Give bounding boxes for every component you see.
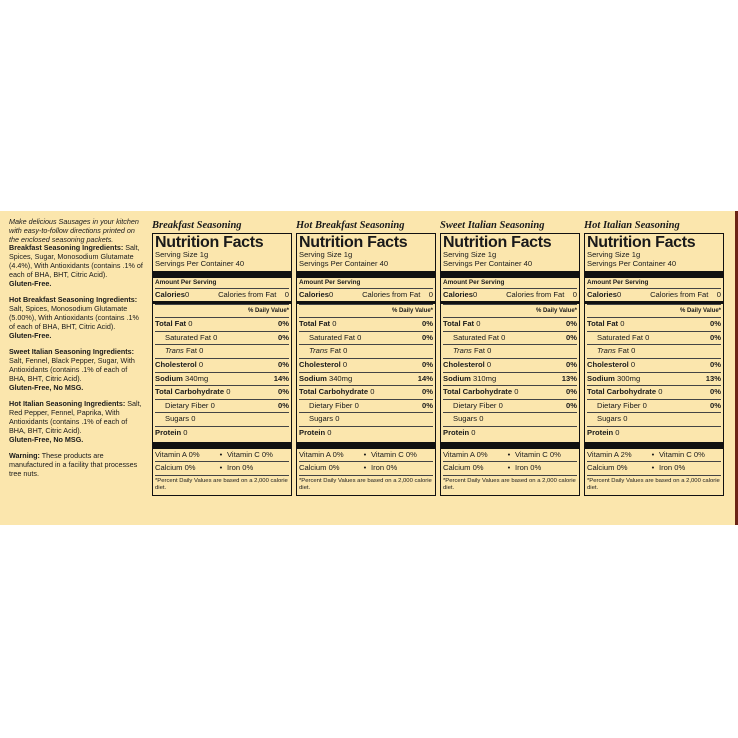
trans-label: Trans	[165, 346, 184, 356]
sodium-dv: 14%	[417, 373, 433, 383]
sat-fat-label: Saturated Fat	[597, 332, 644, 342]
protein-row	[587, 426, 721, 440]
sodium-dv: 13%	[561, 373, 577, 383]
calories-value: 0	[184, 289, 190, 299]
thick-rule	[585, 271, 723, 278]
trans-fat-suffix: Fat	[185, 346, 197, 356]
trans-fat-row	[299, 344, 433, 358]
sat-fat-label: Saturated Fat	[453, 332, 500, 342]
fiber-value: 0	[210, 400, 215, 410]
protein-row	[443, 426, 577, 440]
carb-dv: 0%	[422, 387, 433, 397]
carb-dv: 0%	[566, 387, 577, 397]
ingredients-text: Salt, Fennel, Black Pepper, Sugar, With Antioxidants (contains .1% of each of BHA, BHT, Citric Acid).	[9, 356, 135, 383]
sodium-row	[443, 372, 577, 386]
thick-rule	[153, 442, 291, 449]
cholesterol-label: Cholesterol	[443, 359, 485, 369]
trans-fat-value: 0	[343, 346, 348, 356]
ingredients-title: Hot Breakfast Seasoning Ingredients:	[9, 295, 138, 305]
iron-label: Iron	[515, 463, 529, 473]
sodium-dv: 14%	[273, 373, 289, 383]
nutrition-facts-box	[440, 233, 580, 496]
sugars-value: 0	[191, 414, 196, 424]
label-breakfast	[152, 220, 292, 496]
ingredients-hot-breakfast	[9, 296, 143, 340]
total-fat-value: 0	[620, 319, 625, 329]
total-fat-row	[587, 317, 721, 331]
mineral-row	[587, 461, 721, 475]
fiber-label: Dietary Fiber	[453, 400, 497, 410]
vit-c-value: 0%	[693, 449, 705, 459]
sat-fat-value: 0	[213, 332, 218, 342]
thick-rule	[297, 442, 435, 449]
bullet: •	[651, 449, 655, 459]
sodium-row	[155, 372, 289, 386]
sat-fat-dv: 0%	[422, 332, 433, 342]
sugars-row	[299, 412, 433, 426]
sodium-dv: 13%	[705, 373, 721, 383]
cholesterol-dv: 0%	[710, 359, 721, 369]
servings-per-container: Servings Per Container 40	[443, 258, 533, 268]
sat-fat-label: Saturated Fat	[165, 332, 212, 342]
fiber-label: Dietary Fiber	[309, 400, 353, 410]
sodium-value: 340mg	[328, 373, 353, 383]
ingredients-note: Gluten-Free.	[9, 278, 52, 288]
serving-size: Serving Size 1g	[587, 250, 641, 259]
carb-label: Total Carbohydrate	[443, 387, 513, 397]
trans-label: Trans	[309, 346, 328, 356]
serving-size: Serving Size 1g	[443, 250, 497, 259]
calcium-value: 0%	[328, 463, 340, 473]
ingredients-text: Salt, Spices, Monosodium Glutamate (5.00%), With Antioxidants (contains .1% of each of BHA, BHT, Citric Acid).	[9, 304, 139, 331]
total-fat-row	[155, 317, 289, 331]
label-hot-breakfast	[296, 220, 436, 496]
mineral-row	[443, 461, 577, 475]
mineral-row	[299, 461, 433, 475]
sugars-label: Sugars	[165, 414, 190, 424]
iron-value: 0%	[386, 463, 398, 473]
total-fat-value: 0	[332, 319, 337, 329]
cholesterol-row	[443, 358, 577, 372]
daily-value-header: % Daily Value*	[443, 304, 577, 317]
protein-value: 0	[183, 427, 188, 437]
bullet: •	[219, 449, 223, 459]
fiber-value: 0	[354, 400, 359, 410]
daily-value-header: % Daily Value*	[155, 304, 289, 317]
calories-label: Calories	[299, 289, 329, 299]
carb-value: 0	[514, 387, 519, 397]
sugars-row	[155, 412, 289, 426]
iron-value: 0%	[674, 463, 686, 473]
carb-value: 0	[226, 387, 231, 397]
calories-fat-label: Calories from Fat	[362, 289, 421, 299]
carb-label: Total Carbohydrate	[155, 387, 225, 397]
ingredients-title: Breakfast Seasoning Ingredients:	[9, 243, 124, 253]
total-fat-dv: 0%	[566, 319, 577, 329]
iron-label: Iron	[659, 463, 673, 473]
total-fat-label: Total Fat	[443, 319, 475, 329]
cholesterol-dv: 0%	[566, 359, 577, 369]
serving-size: Serving Size 1g	[299, 250, 353, 259]
carb-value: 0	[658, 387, 663, 397]
warning-title: Warning:	[9, 451, 40, 461]
cholesterol-value: 0	[198, 359, 204, 369]
ingredients-hot-italian	[9, 400, 143, 444]
fiber-row	[155, 399, 289, 413]
label-heading: Breakfast Seasoning	[152, 220, 242, 231]
calcium-value: 0%	[184, 463, 196, 473]
fiber-dv: 0%	[422, 400, 433, 410]
sugars-label: Sugars	[453, 414, 478, 424]
vit-c-value: 0%	[405, 449, 417, 459]
warning-text: These products are manufactured in a facility that processes tree nuts.	[9, 451, 138, 478]
vit-c-value: 0%	[261, 449, 273, 459]
label-hot-italian	[584, 220, 724, 496]
intro-text: Make delicious Sausages in your kitchen with easy-to-follow directions printed on the enclosed seasoning packets.	[9, 217, 139, 244]
sodium-row	[299, 372, 433, 386]
calories-fat-label: Calories from Fat	[650, 289, 709, 299]
sugars-value: 0	[479, 414, 484, 424]
trans-label: Trans	[597, 346, 616, 356]
sodium-value: 310mg	[472, 373, 497, 383]
iron-label: Iron	[371, 463, 385, 473]
amount-per-serving: Amount Per Serving	[155, 278, 217, 286]
trans-fat-suffix: Fat	[329, 346, 341, 356]
label-heading: Hot Breakfast Seasoning	[296, 220, 405, 231]
sat-fat-value: 0	[645, 332, 650, 342]
bullet: •	[363, 449, 367, 459]
warning	[9, 452, 143, 478]
total-fat-label: Total Fat	[587, 319, 619, 329]
sat-fat-value: 0	[501, 332, 506, 342]
sugars-label: Sugars	[309, 414, 334, 424]
calories-fat-label: Calories from Fat	[218, 289, 277, 299]
sat-fat-value: 0	[357, 332, 362, 342]
vitamin-row	[299, 449, 433, 462]
total-fat-dv: 0%	[422, 319, 433, 329]
label-heading: Sweet Italian Seasoning	[440, 220, 545, 231]
sodium-label: Sodium	[299, 373, 327, 383]
sodium-row	[587, 372, 721, 386]
protein-value: 0	[327, 427, 332, 437]
vit-a-value: 0%	[188, 449, 200, 459]
fiber-row	[443, 399, 577, 413]
cholesterol-row	[155, 358, 289, 372]
vit-a-value: 0%	[476, 449, 488, 459]
calcium-label: Calcium	[155, 463, 183, 473]
label-heading: Hot Italian Seasoning	[584, 220, 680, 231]
vit-c-label: Vitamin C	[227, 449, 260, 459]
mineral-row	[155, 461, 289, 475]
thick-rule	[441, 442, 579, 449]
servings-per-container: Servings Per Container 40	[155, 258, 245, 268]
fiber-label: Dietary Fiber	[597, 400, 641, 410]
bullet: •	[219, 463, 223, 473]
sodium-label: Sodium	[587, 373, 615, 383]
thick-rule	[585, 442, 723, 449]
calories-fat-value: 0	[428, 289, 433, 299]
carb-row	[587, 385, 721, 399]
carb-row	[155, 385, 289, 399]
carb-label: Total Carbohydrate	[587, 387, 657, 397]
trans-fat-row	[587, 344, 721, 358]
fiber-dv: 0%	[566, 400, 577, 410]
trans-fat-value: 0	[631, 346, 636, 356]
nutrition-facts-box	[296, 233, 436, 496]
ingredients-note: Gluten-Free, No MSG.	[9, 382, 84, 392]
servings-per-container: Servings Per Container 40	[587, 258, 677, 268]
calories-row	[443, 288, 577, 302]
calories-fat-label: Calories from Fat	[506, 289, 565, 299]
amount-per-serving: Amount Per Serving	[587, 278, 649, 286]
nutrition-facts-box	[584, 233, 724, 496]
ingredients-breakfast	[9, 244, 143, 288]
vit-a-label: Vitamin A	[587, 449, 619, 459]
calories-row	[155, 288, 289, 302]
carb-label: Total Carbohydrate	[299, 387, 369, 397]
cholesterol-dv: 0%	[278, 359, 289, 369]
footnote: *Percent Daily Values are based on a 2,000 calorie diet.	[299, 475, 433, 492]
cholesterol-dv: 0%	[422, 359, 433, 369]
bullet: •	[651, 463, 655, 473]
nutrition-facts-box	[152, 233, 292, 496]
sat-fat-label: Saturated Fat	[309, 332, 356, 342]
vit-c-value: 0%	[549, 449, 561, 459]
ingredients-sweet-italian	[9, 348, 143, 392]
thick-rule	[441, 271, 579, 278]
sugars-value: 0	[623, 414, 628, 424]
ingredients-note: Gluten-Free, No MSG.	[9, 434, 84, 444]
total-fat-dv: 0%	[278, 319, 289, 329]
nutrition-facts-title: Nutrition Facts	[587, 234, 696, 251]
iron-label: Iron	[227, 463, 241, 473]
bullet: •	[507, 463, 511, 473]
sat-fat-row	[299, 331, 433, 345]
vit-c-label: Vitamin C	[371, 449, 404, 459]
protein-label: Protein	[155, 427, 182, 437]
total-fat-label: Total Fat	[299, 319, 331, 329]
daily-value-header: % Daily Value*	[587, 304, 721, 317]
nutrition-facts-title: Nutrition Facts	[299, 234, 408, 251]
sat-fat-dv: 0%	[278, 332, 289, 342]
sodium-label: Sodium	[443, 373, 471, 383]
calcium-value: 0%	[472, 463, 484, 473]
bullet: •	[507, 449, 511, 459]
fiber-value: 0	[498, 400, 503, 410]
carb-value: 0	[370, 387, 375, 397]
trans-fat-value: 0	[199, 346, 204, 356]
sugars-row	[443, 412, 577, 426]
protein-row	[155, 426, 289, 440]
protein-value: 0	[615, 427, 620, 437]
calories-label: Calories	[443, 289, 473, 299]
ingredients-title: Sweet Italian Seasoning Ingredients:	[9, 347, 135, 357]
fiber-dv: 0%	[710, 400, 721, 410]
total-fat-label: Total Fat	[155, 319, 187, 329]
footnote: *Percent Daily Values are based on a 2,000 calorie diet.	[443, 475, 577, 492]
carb-dv: 0%	[278, 387, 289, 397]
sat-fat-dv: 0%	[710, 332, 721, 342]
vit-a-value: 0%	[332, 449, 344, 459]
footnote: *Percent Daily Values are based on a 2,000 calorie diet.	[587, 475, 721, 492]
sat-fat-row	[443, 331, 577, 345]
ingredients-title: Hot Italian Seasoning Ingredients:	[9, 399, 126, 409]
fiber-row	[299, 399, 433, 413]
fiber-dv: 0%	[278, 400, 289, 410]
trans-fat-value: 0	[487, 346, 492, 356]
carb-row	[443, 385, 577, 399]
cholesterol-label: Cholesterol	[155, 359, 197, 369]
nutrition-facts-title: Nutrition Facts	[443, 234, 552, 251]
ingredients-text: Salt, Red Pepper, Fennel, Paprika, With Antioxidants (contains .1% of each of BHA, BHT, Citric Acid).	[9, 399, 142, 435]
sodium-value: 300mg	[616, 373, 641, 383]
total-fat-row	[443, 317, 577, 331]
trans-fat-suffix: Fat	[617, 346, 629, 356]
cholesterol-label: Cholesterol	[299, 359, 341, 369]
calories-value: 0	[328, 289, 334, 299]
vitamin-row	[155, 449, 289, 462]
calories-row	[299, 288, 433, 302]
total-fat-value: 0	[476, 319, 481, 329]
vitamin-row	[443, 449, 577, 462]
cholesterol-row	[587, 358, 721, 372]
calories-fat-value: 0	[716, 289, 721, 299]
calories-label: Calories	[587, 289, 617, 299]
thick-rule	[297, 271, 435, 278]
calories-fat-value: 0	[284, 289, 289, 299]
servings-per-container: Servings Per Container 40	[299, 258, 389, 268]
sugars-label: Sugars	[597, 414, 622, 424]
calories-fat-value: 0	[572, 289, 577, 299]
ingredients-column	[9, 218, 143, 479]
cholesterol-label: Cholesterol	[587, 359, 629, 369]
sugars-row	[587, 412, 721, 426]
calcium-value: 0%	[616, 463, 628, 473]
thick-rule	[153, 271, 291, 278]
vit-a-value: 2%	[620, 449, 632, 459]
protein-row	[299, 426, 433, 440]
iron-value: 0%	[530, 463, 542, 473]
carb-row	[299, 385, 433, 399]
serving-size: Serving Size 1g	[155, 250, 209, 259]
cholesterol-value: 0	[486, 359, 492, 369]
vit-c-label: Vitamin C	[515, 449, 548, 459]
calcium-label: Calcium	[587, 463, 615, 473]
nutrition-facts-title: Nutrition Facts	[155, 234, 264, 251]
cholesterol-value: 0	[630, 359, 636, 369]
calories-value: 0	[616, 289, 622, 299]
total-fat-dv: 0%	[710, 319, 721, 329]
label-sweet-italian	[440, 220, 580, 496]
trans-fat-suffix: Fat	[473, 346, 485, 356]
sodium-label: Sodium	[155, 373, 183, 383]
sat-fat-row	[587, 331, 721, 345]
amount-per-serving: Amount Per Serving	[443, 278, 505, 286]
protein-label: Protein	[443, 427, 470, 437]
sugars-value: 0	[335, 414, 340, 424]
footnote: *Percent Daily Values are based on a 2,000 calorie diet.	[155, 475, 289, 492]
protein-label: Protein	[299, 427, 326, 437]
vit-a-label: Vitamin A	[155, 449, 187, 459]
calories-value: 0	[472, 289, 478, 299]
daily-value-header: % Daily Value*	[299, 304, 433, 317]
calcium-label: Calcium	[443, 463, 471, 473]
fiber-value: 0	[642, 400, 647, 410]
vit-a-label: Vitamin A	[299, 449, 331, 459]
fiber-label: Dietary Fiber	[165, 400, 209, 410]
trans-fat-row	[443, 344, 577, 358]
sodium-value: 340mg	[184, 373, 209, 383]
sat-fat-row	[155, 331, 289, 345]
sat-fat-dv: 0%	[566, 332, 577, 342]
cholesterol-row	[299, 358, 433, 372]
ingredients-text: Salt, Spices, Sugar, Monosodium Glutamate (4.4%), With Antioxidants (contains .1% of each of BHA, BHT, Citric Acid).	[9, 243, 143, 279]
protein-label: Protein	[587, 427, 614, 437]
trans-label: Trans	[453, 346, 472, 356]
amount-per-serving: Amount Per Serving	[299, 278, 361, 286]
iron-value: 0%	[242, 463, 254, 473]
bullet: •	[363, 463, 367, 473]
total-fat-row	[299, 317, 433, 331]
vit-a-label: Vitamin A	[443, 449, 475, 459]
ingredients-note: Gluten-Free.	[9, 330, 52, 340]
calories-label: Calories	[155, 289, 185, 299]
total-fat-value: 0	[188, 319, 193, 329]
vitamin-row	[587, 449, 721, 462]
calcium-label: Calcium	[299, 463, 327, 473]
calories-row	[587, 288, 721, 302]
fiber-row	[587, 399, 721, 413]
vit-c-label: Vitamin C	[659, 449, 692, 459]
carb-dv: 0%	[710, 387, 721, 397]
protein-value: 0	[471, 427, 476, 437]
cholesterol-value: 0	[342, 359, 348, 369]
trans-fat-row	[155, 344, 289, 358]
